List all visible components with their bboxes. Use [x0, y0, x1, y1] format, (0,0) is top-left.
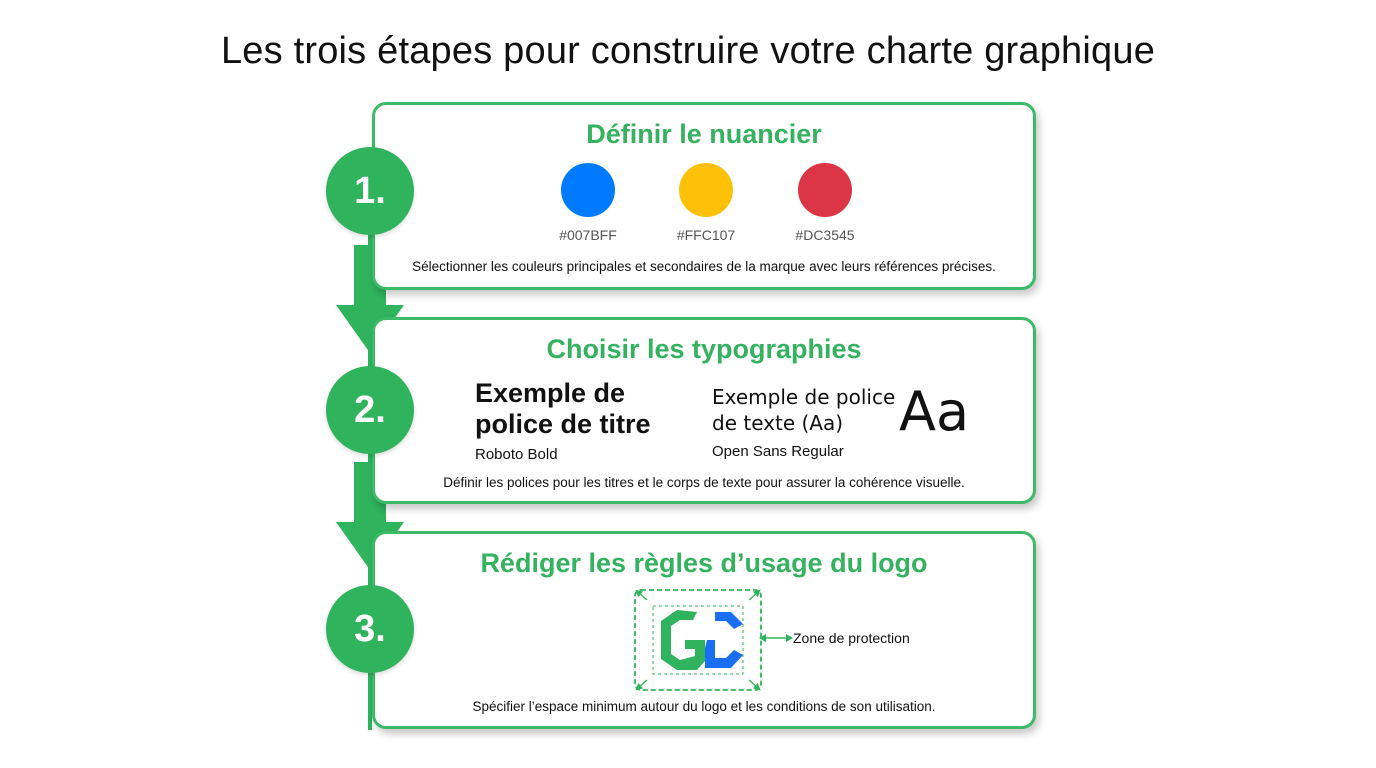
color-dot [561, 163, 615, 217]
step-2-title: Choisir les typographies [546, 334, 862, 364]
page-title: Les trois étapes pour construire votre charte graphique [220, 30, 1156, 72]
step-badge-1: 1. [326, 147, 414, 235]
color-dot [679, 163, 733, 217]
step-card-3 [372, 531, 1036, 729]
color-hex: #DC3545 [795, 227, 855, 243]
step-2-description: Définir les polices pour les titres et le corps de texte pour assurer la cohérence visuelle. [443, 475, 965, 490]
step-3-title: Rédiger les règles d’usage du logo [480, 548, 928, 578]
title-font-sample: Exemple de police de titre [475, 378, 651, 439]
step-badge-3: 3. [326, 585, 414, 673]
color-swatch-blue [533, 163, 643, 243]
color-hex: #007BFF [559, 227, 617, 243]
text-font-name: Open Sans Regular [712, 443, 844, 460]
protection-zone-label: Zone de protection [793, 630, 910, 646]
step-card-1 [372, 102, 1036, 290]
color-hex: #FFC107 [676, 227, 736, 243]
step-3-description: Spécifier l’espace minimum autour du logo et les conditions de son utilisation. [472, 699, 936, 714]
step-card-2 [372, 317, 1036, 504]
double-arrow-icon [759, 632, 793, 644]
color-dot [798, 163, 852, 217]
color-swatch-red [770, 163, 880, 243]
logo-mark-icon [633, 588, 763, 692]
step-1-title: Définir le nuancier [586, 119, 822, 149]
step-badge-2: 2. [326, 366, 414, 454]
title-font-name: Roboto Bold [475, 446, 558, 463]
step-1-description: Sélectionner les couleurs principales et secondaires de la marque avec leurs références précises. [412, 259, 996, 274]
color-swatch-yellow [651, 163, 761, 243]
aa-glyph: Aa [899, 380, 970, 443]
text-font-sample: Exemple de police de texte (Aa) [712, 385, 896, 435]
